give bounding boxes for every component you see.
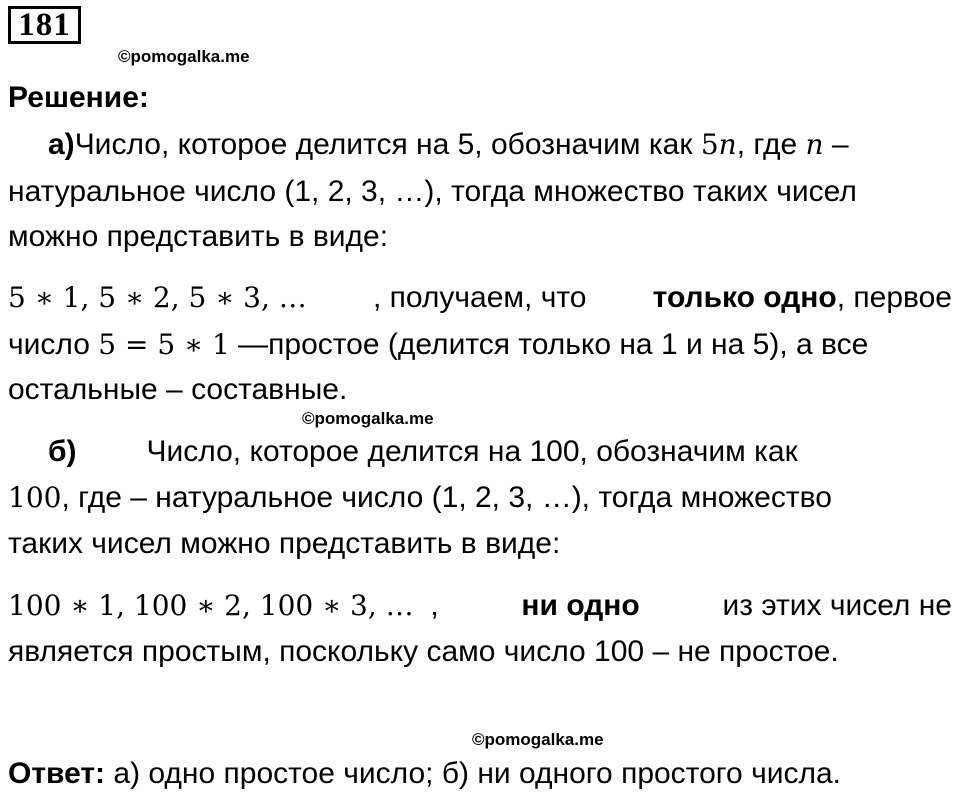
answer-label: Ответ: (8, 757, 106, 790)
watermark-bottom: ©pomogalka.me (472, 730, 604, 749)
part-a-line-3: можно представить в виде: (8, 220, 389, 253)
part-b-line-5: является простым, поскольку само число 100 – не простое. (8, 635, 839, 668)
part-b-line-1-text: Число, которое делится на 100, обозначим как (146, 435, 798, 468)
part-a-sequence: 5 ∗ 1, 5 ∗ 2, 5 ∗ 3, … (8, 281, 307, 314)
part-b-sequence: 100 ∗ 1, 100 ∗ 2, 100 ∗ 3, … (8, 589, 414, 622)
answer-text: а) одно простое число; б) ни одного простого числа. (105, 757, 841, 790)
part-a-line-6: остальные – составные. (8, 373, 348, 406)
part-b-line-1 (48, 432, 952, 472)
part-b-line-3: таких чисел можно представить в виде: (8, 527, 561, 560)
solution-heading: Решение: (8, 81, 149, 114)
answer-line (8, 754, 952, 794)
part-a-line-4: 5 ∗ 1, 5 ∗ 2, 5 ∗ 3, … , получаем, что только одно, первое (8, 281, 952, 314)
part-a-label: а) (48, 128, 75, 161)
part-b-line-4: 100 ∗ 1, 100 ∗ 2, 100 ∗ 3, … , ни одно из этих чисел не (8, 589, 952, 622)
watermark-middle: ©pomogalka.me (302, 409, 434, 428)
part-b-line-2: 100, где – натуральное число (1, 2, 3, …), тогда множество (8, 481, 832, 514)
task-number: 181 (8, 6, 81, 44)
part-b-label: б) (48, 435, 77, 468)
part-a-line-1: а)Число, которое делится на 5, обозначим как 5n, где n – (48, 128, 849, 161)
part-a-line-5: число 5 = 5 ∗ 1 —простое (делится только на 1 и на 5), а все (8, 328, 869, 361)
watermark-top: ©pomogalka.me (118, 47, 250, 66)
part-a-line-2: натуральное число (1, 2, 3, …), тогда множество таких чисел (8, 175, 857, 208)
